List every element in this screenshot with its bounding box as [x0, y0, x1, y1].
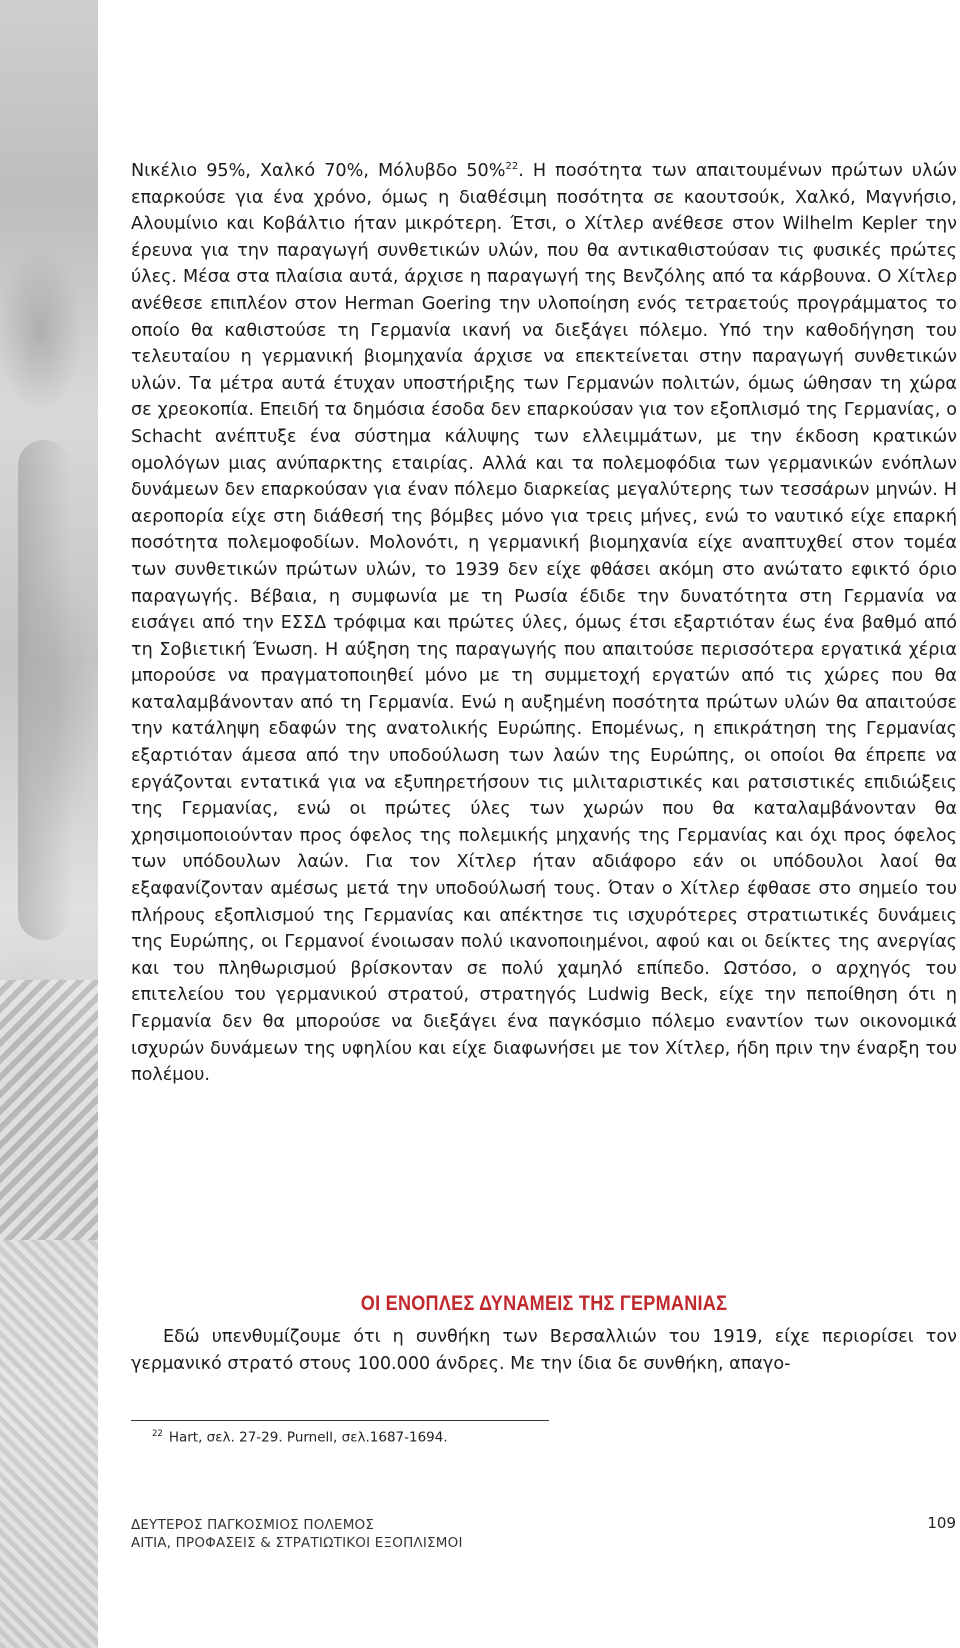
- section-body-text: [131, 1324, 957, 1378]
- page-number: 109: [927, 1514, 956, 1532]
- section-heading: ΟΙ ΕΝΟΠΛΕΣ ΔΥΝΑΜΕΙΣ ΤΗΣ ΓΕΡΜΑΝΙΑΣ: [360, 1292, 728, 1315]
- footer-book-title: ΔΕΥΤΕΡΟΣ ΠΑΓΚΟΣΜΙΟΣ ΠΟΛΕΜΟΣ: [131, 1517, 375, 1533]
- footnote-reference[interactable]: 22: [505, 161, 519, 173]
- photo-texture-lower: [0, 1240, 98, 1648]
- footnote-divider: [131, 1420, 549, 1421]
- paragraph-rest: . Η ποσότητα των απαιτουμένων πρώτων υλών επαρκούσε για ένα χρόνο, όμως η διαθέσιμη ποσότητα σε καουτσούκ, Χαλκό, Μαγνήσιο, Αλουμίνιο και Κοβάλτιο ήταν μικρότερη. Έτσι, ο Χίτλερ ανέθεσε στον Wilhelm Kepler την έρευνα για την παραγωγή συνθετικών υλών, που θα αντικαθιστούσαν τις φυσικές πρώτες ύλες. Μέσα στα πλαίσια αυτά, άρχισε η παραγωγή της Βενζόλης από τα κάρβουνα. Ο Χίτλερ ανέθεσε επιπλέον στον Herman Goering την υλοποίηση ενός τετραετούς προγράμματος το οποίο θα καθιστούσε τη Γερμανία ικανή να διεξάγει πόλεμο. Υπό την καθοδήγηση του τελευταίου η γερμανική βιομηχανία άρχισε να επεκτείνεται στην παραγωγή συνθετικών υλών. Τα μέτρα αυτά έτυχαν υποστήριξης των Γερμανών πολιτών, όμως ώθησαν τη χώρα σε χρεοκοπία. Επειδή τα δημόσια έσοδα δεν επαρκούσαν για τον εξοπλισμό της Γερμανίας, ο Schacht ανέπτυξε ένα σύστημα κάλυψης των ελλειμμάτων, με την έκδοση κρατικών ομολόγων μιας ανύπαρκτης εταιρίας. Αλλά και τα πολεμοφόδια των γερμανικών ενόπλων δυνάμεων δεν επαρκούσαν για έναν πόλεμο διαρκείας μεγαλύτερης των τεσσάρων μηνών. Η αεροπορία είχε στη διάθεσή της βόμβες μόνο για τρεις μήνες, ενώ το ναυτικό είχε επαρκή ποσότητα πολεμοφοδίων. Μολονότι, η γερμανική βιομηχανία είχε αναπτυχθεί στον τομέα των συνθετικών πρώτων υλών, το 1939 δεν είχε φθάσει ακόμη στο ανώτατο εφικτό όριο παραγωγής. Βέβαια, η συμφωνία με τη Ρωσία έδιδε την δυνατότητα στη Γερμανία να εισάγει από την ΕΣΣΔ τρόφιμα και πρώτες ύλες, όμως έτσι εξαρτιόταν έως ένα βαθμό από τη Σοβιετική Ένωση. Η αύξηση της παραγωγής που απαιτούσε περισσότερα εργατικά χέρια μπορούσε να πραγματοποιηθεί μόνο με τη συμμετοχή εργατών από τις χώρες που θα καταλαμβάνονταν από τη Γερμανία. Ενώ η αυξημένη ποσότητα πρώτων υλών θα απαιτούσε την κατάληψη εδαφών της ανατολικής Ευρώπης. Επομένως, η επικράτηση της Γερμανίας εξαρτιόταν άμεσα από την υποδούλωση των λαών της Ευρώπης, οι οποίοι θα έπρεπε να εργάζονται εντατικά για να εξυπηρετήσουν τις μιλιταριστικές και ρατσιστικές επιδιώξεις της Γερμανίας, ενώ οι πρώτες ύλες των χωρών που θα καταλαμβάνονταν θα χρησιμοποιούνταν προς όφελος της πολεμικής μηχανής της Γερμανίας και όχι προς όφελος των υπόδουλων λαών. Για τον Χίτλερ ήταν αδιάφορο εάν οι υπόδουλοι λαοί θα εξαφανίζονταν αμέσως μετά την υποδούλωσή τους. Όταν ο Χίτλερ έφθασε στο σημείο του πλήρους εξοπλισμού της Γερμανίας και απέκτησε τις ισχυρότερες στρατιωτικές δυνάμεις της Ευρώπης, οι Γερμανοί ένοιωσαν πολύ ικανοποιημένοι, αφού και οι δείκτες της ανεργίας και του πληθωρισμού βρίσκονταν σε πολύ χαμηλό επίπεδο. Ωστόσο, ο αρχηγός του επιτελείου του γερμανικού στρατού, στρατηγός Ludwig Beck, είχε την πεποίθηση ότι η Γερμανία δεν θα μπορούσε να διεξάγει ένα παγκόσμιο πόλεμο εναντίον των οικονομικά ισχυρών δυνάμεων της υφηλίου και είχε διαφωνήσει με τον Χίτλερ, ήδη πριν την έναρξη του πολέμου.: [131, 161, 958, 1086]
- footer-book-subtitle: ΑΙΤΙΑ, ΠΡΟΦΑΣΕΙΣ & ΣΤΡΑΤΙΩΤΙΚΟΙ ΕΞΟΠΛΙΣΜΟΙ: [131, 1535, 463, 1551]
- running-footer: [131, 1516, 463, 1552]
- main-body-text: [131, 158, 957, 1089]
- footnote: [152, 1429, 448, 1446]
- paragraph-start: Νικέλιο 95%, Χαλκό 70%, Μόλυβδο 50%: [131, 161, 506, 181]
- body-paragraph: [131, 158, 957, 1089]
- photo-texture-upper: [0, 980, 98, 1240]
- footnote-number: 22: [152, 1429, 163, 1439]
- section-paragraph: Εδώ υπενθυμίζουμε ότι η συνθήκη των Βερσαλλιών του 1919, είχε περιορίσει τον γερμανικό στρατό στους 100.000 άνδρες. Με την ίδια δε συνθήκη, απαγο-: [131, 1327, 957, 1374]
- photo-shade: [18, 440, 70, 940]
- footnote-text: Hart, σελ. 27-29. Purnell, σελ.1687-1694.: [168, 1429, 448, 1446]
- side-photo-strip: [0, 0, 98, 1648]
